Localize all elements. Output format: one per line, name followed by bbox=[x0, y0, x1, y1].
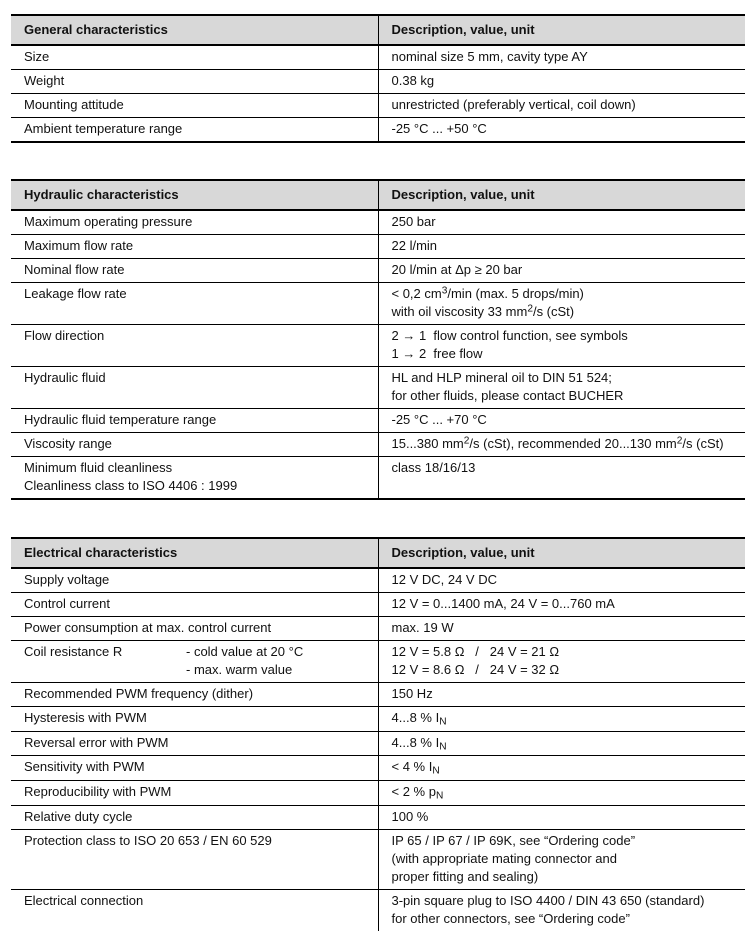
electrical-characteristics-table bbox=[11, 537, 745, 931]
value-line: HL and HLP mineral oil to DIN 51 524; bbox=[391, 370, 612, 385]
characteristic-value bbox=[378, 118, 745, 143]
label-line: Minimum fluid cleanliness bbox=[24, 460, 173, 475]
characteristic-label bbox=[11, 889, 378, 931]
label-line: Leakage flow rate bbox=[24, 286, 127, 301]
table-header-row bbox=[11, 15, 745, 45]
value-line: -25 °C ... +70 °C bbox=[391, 412, 487, 427]
table-row bbox=[11, 367, 745, 409]
table-row bbox=[11, 45, 745, 70]
label-line: Electrical connection bbox=[24, 892, 144, 908]
value-line: nominal size 5 mm, cavity type AY bbox=[391, 49, 588, 64]
characteristic-value bbox=[378, 210, 745, 235]
characteristic-value bbox=[378, 756, 745, 781]
table-row bbox=[11, 756, 745, 781]
label-line: Power consumption at max. control current bbox=[24, 620, 272, 635]
label-line: Maximum operating pressure bbox=[24, 214, 193, 229]
sublabel-line: - max. warm value bbox=[186, 662, 293, 677]
label-line: Relative duty cycle bbox=[24, 808, 133, 824]
characteristic-label bbox=[11, 781, 378, 806]
characteristic-value bbox=[378, 259, 745, 283]
characteristic-label bbox=[11, 433, 378, 457]
table-title: Hydraulic characteristics bbox=[11, 180, 378, 210]
label-line: Reproducibility with PWM bbox=[24, 784, 172, 800]
characteristic-label bbox=[11, 593, 378, 617]
label-line: Reversal error with PWM bbox=[24, 734, 169, 750]
characteristic-value bbox=[378, 235, 745, 259]
label-line: Cleanliness class to ISO 4406 : 1999 bbox=[24, 478, 238, 493]
characteristic-label bbox=[11, 457, 378, 500]
label-line: Sensitivity with PWM bbox=[24, 759, 145, 775]
characteristic-value bbox=[378, 683, 745, 707]
characteristic-label bbox=[11, 617, 378, 641]
table-row bbox=[11, 235, 745, 259]
value-line: < 4 % $I_N$ bbox=[391, 759, 440, 777]
table-row bbox=[11, 433, 745, 457]
label-line: Hydraulic fluid bbox=[24, 370, 106, 385]
characteristic-value bbox=[378, 731, 745, 756]
characteristic-value bbox=[378, 707, 745, 732]
table-row bbox=[11, 409, 745, 433]
table-row bbox=[11, 641, 745, 683]
value-line: 12 V = 0...1400 mA, 24 V = 0...760 mA bbox=[391, 596, 615, 611]
value-line: (with appropriate mating connector and bbox=[391, 850, 617, 866]
value-column-header: Description, value, unit bbox=[378, 15, 745, 45]
value-column-header: Description, value, unit bbox=[378, 538, 745, 568]
label-line: Coil resistance R bbox=[24, 644, 123, 659]
value-line: unrestricted (preferably vertical, coil down) bbox=[391, 97, 636, 112]
characteristic-label bbox=[11, 70, 378, 94]
characteristic-value bbox=[378, 457, 745, 500]
general-characteristics-table bbox=[11, 14, 745, 143]
characteristic-value bbox=[378, 70, 745, 94]
characteristic-value bbox=[378, 367, 745, 409]
label-line: Flow direction bbox=[24, 328, 105, 343]
value-line: 15...380 $mm^2/s$ (cSt), recommended 20...130 $mm^2/s$ (cSt) bbox=[391, 435, 724, 451]
sublabel-line: - cold value at 20 °C bbox=[186, 644, 304, 659]
value-column-header: Description, value, unit bbox=[378, 180, 745, 210]
label-line: Weight bbox=[24, 73, 65, 88]
table-row bbox=[11, 94, 745, 118]
label-line: Hysteresis with PWM bbox=[24, 710, 147, 725]
value-line: max. 19 W bbox=[391, 620, 454, 635]
characteristic-value bbox=[378, 593, 745, 617]
table-row bbox=[11, 617, 745, 641]
table-row bbox=[11, 457, 745, 500]
characteristic-label bbox=[11, 325, 378, 367]
table-title: Electrical characteristics bbox=[11, 538, 378, 568]
label-line: Supply voltage bbox=[24, 572, 110, 587]
table-row bbox=[11, 259, 745, 283]
table-row bbox=[11, 118, 745, 143]
table-header-row bbox=[11, 180, 745, 210]
characteristic-label bbox=[11, 94, 378, 118]
characteristic-value bbox=[378, 94, 745, 118]
value-line: 12 V DC, 24 V DC bbox=[391, 572, 497, 587]
characteristic-label bbox=[11, 731, 378, 756]
table-row bbox=[11, 70, 745, 94]
label-line: Ambient temperature range bbox=[24, 121, 183, 136]
characteristic-value bbox=[378, 829, 745, 889]
coil-resistance-label-group bbox=[24, 643, 366, 679]
characteristic-label bbox=[11, 367, 378, 409]
table-row bbox=[11, 283, 745, 325]
characteristic-label bbox=[11, 235, 378, 259]
value-line: with oil viscosity 33 $mm^2/s$ (cSt) bbox=[391, 303, 575, 319]
characteristic-value bbox=[378, 409, 745, 433]
characteristic-label bbox=[11, 641, 378, 683]
table-row bbox=[11, 889, 745, 931]
value-line: 12 V = 5.8 Ω / 24 V = 21 Ω bbox=[391, 644, 560, 659]
value-line: proper fitting and sealing) bbox=[391, 868, 539, 884]
value-line: 2 → 1 flow control function, see symbols bbox=[391, 328, 628, 343]
characteristic-label bbox=[11, 210, 378, 235]
characteristic-value bbox=[378, 781, 745, 806]
characteristic-label bbox=[11, 829, 378, 889]
characteristic-label bbox=[11, 118, 378, 143]
label-line: Maximum flow rate bbox=[24, 238, 134, 253]
characteristic-label bbox=[11, 683, 378, 707]
table-row bbox=[11, 683, 745, 707]
value-line: class 18/16/13 bbox=[391, 460, 476, 475]
characteristic-label bbox=[11, 259, 378, 283]
hydraulic-characteristics-table bbox=[11, 179, 745, 500]
value-line: 100 % bbox=[391, 808, 429, 824]
value-line: 4...8 % $I_N$ bbox=[391, 734, 447, 753]
value-line: 1 → 2 free flow bbox=[391, 346, 483, 361]
table-header-row bbox=[11, 538, 745, 568]
label-line: Recommended PWM frequency (dither) bbox=[24, 686, 254, 701]
characteristic-value bbox=[378, 283, 745, 325]
coil-resistance-sublabels bbox=[186, 643, 366, 679]
characteristic-value bbox=[378, 805, 745, 829]
characteristic-label bbox=[11, 707, 378, 732]
characteristic-value bbox=[378, 641, 745, 683]
characteristic-value bbox=[378, 325, 745, 367]
characteristic-value bbox=[378, 617, 745, 641]
label-line: Nominal flow rate bbox=[24, 262, 125, 277]
value-line: 3-pin square plug to ISO 4400 / DIN 43 650 (standard) bbox=[391, 892, 705, 908]
label-line: Mounting attitude bbox=[24, 97, 124, 112]
label-line: Size bbox=[24, 49, 50, 64]
characteristic-label bbox=[11, 756, 378, 781]
table-row bbox=[11, 210, 745, 235]
characteristic-value bbox=[378, 568, 745, 593]
label-line: Hydraulic fluid temperature range bbox=[24, 412, 217, 427]
table-row bbox=[11, 781, 745, 806]
table-row bbox=[11, 707, 745, 732]
characteristic-label bbox=[11, 283, 378, 325]
table-row bbox=[11, 731, 745, 756]
value-line: IP 65 / IP 67 / IP 69K, see “Ordering code” bbox=[391, 832, 636, 848]
characteristic-label bbox=[11, 568, 378, 593]
label-line: Viscosity range bbox=[24, 436, 112, 451]
table-row bbox=[11, 805, 745, 829]
value-line: 22 l/min bbox=[391, 238, 438, 253]
value-line: 4...8 % $I_N$ bbox=[391, 710, 447, 728]
table-row bbox=[11, 568, 745, 593]
characteristic-value bbox=[378, 45, 745, 70]
table-row bbox=[11, 325, 745, 367]
table-row bbox=[11, 593, 745, 617]
label-line: Control current bbox=[24, 596, 110, 611]
value-line: 0.38 kg bbox=[391, 73, 435, 88]
value-line: 12 V = 8.6 Ω / 24 V = 32 Ω bbox=[391, 662, 560, 677]
value-line: < 2 % $p_N$ bbox=[391, 784, 444, 802]
value-line: < 0,2 $cm^3/\min$ (max. 5 drops/min) bbox=[391, 285, 584, 301]
characteristic-value bbox=[378, 889, 745, 931]
value-line: for other connectors, see “Ordering code” bbox=[391, 910, 630, 926]
value-line: 250 bar bbox=[391, 214, 436, 229]
label-line: Protection class to ISO 20 653 / EN 60 529 bbox=[24, 832, 272, 848]
table-title: General characteristics bbox=[11, 15, 378, 45]
table-row bbox=[11, 829, 745, 889]
value-line: 150 Hz bbox=[391, 686, 433, 701]
value-line: -25 °C ... +50 °C bbox=[391, 121, 487, 136]
value-line: for other fluids, please contact BUCHER bbox=[391, 388, 624, 403]
characteristic-value bbox=[378, 433, 745, 457]
characteristic-label bbox=[11, 45, 378, 70]
characteristic-label bbox=[11, 409, 378, 433]
characteristic-label bbox=[11, 805, 378, 829]
value-line: 20 l/min at Δp ≥ 20 bar bbox=[391, 262, 523, 277]
